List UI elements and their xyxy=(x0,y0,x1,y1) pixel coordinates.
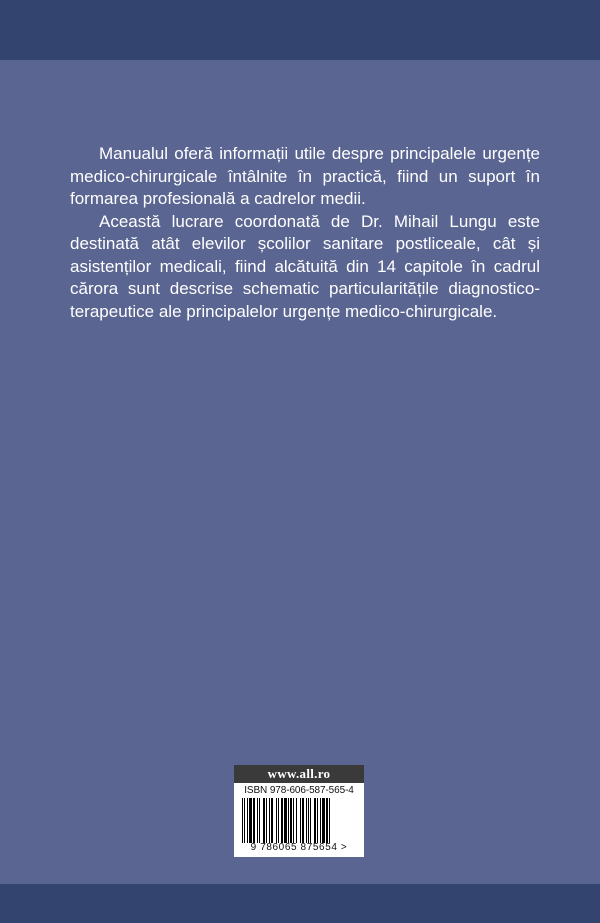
back-cover-blurb xyxy=(70,143,540,323)
publisher-website: www.all.ro xyxy=(234,765,364,783)
isbn-label: ISBN 978-606-587-565-4 xyxy=(244,785,354,796)
top-band xyxy=(0,0,600,60)
barcode-icon xyxy=(242,798,356,843)
blurb-paragraph-1: Manualul oferă informații utile despre principalele urgențe medico-chirurgicale întâlnite în practică, fiind un suport în formarea profesională a cadrelor medii. xyxy=(70,144,540,208)
blurb-paragraph-2: Această lucrare coordonată de Dr. Mihail Lungu este destinată atât elevilor școlilor sanitare postliceale, cât și asistenților medicali, fiind alcătuită din 14 capitole în cadrul cărora sunt descrise schematic particularitățile diagnostico-terapeutice ale principalelor urgențe medico-chirurgicale. xyxy=(70,211,540,321)
bottom-band xyxy=(0,884,600,923)
barcode-digits: 9 786065 875654 > xyxy=(250,842,348,853)
barcode-box xyxy=(234,765,364,857)
